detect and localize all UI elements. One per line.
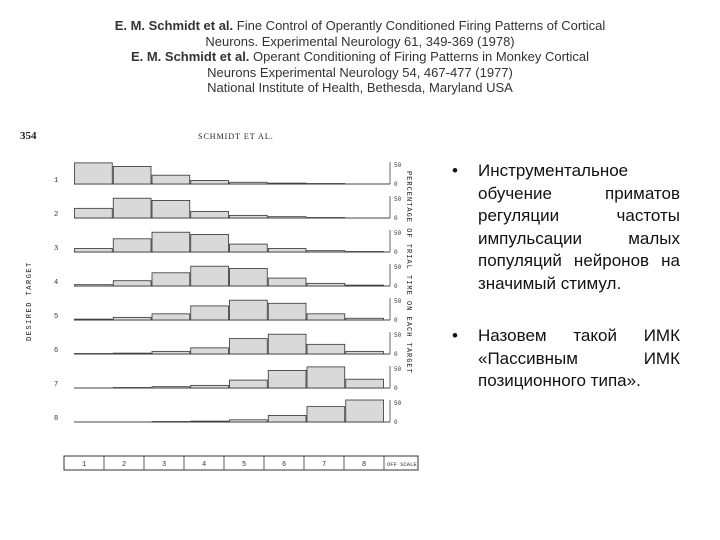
histogram-bar bbox=[152, 175, 190, 184]
histogram-bar bbox=[268, 370, 306, 388]
histogram-bar bbox=[268, 278, 306, 286]
histogram-bar bbox=[152, 387, 190, 388]
histogram-bar bbox=[191, 234, 229, 252]
scale-bottom-label: 0 bbox=[394, 317, 398, 324]
scanned-figure bbox=[20, 126, 420, 486]
reference-2-authors: E. M. Schmidt et al. bbox=[130, 49, 250, 64]
histogram-bar bbox=[307, 251, 345, 252]
histogram-bar bbox=[75, 208, 113, 218]
reference-1-title: Fine Control of Operantly Conditioned Firing Patterns of Cortical bbox=[236, 18, 606, 33]
reference-1-line-1 bbox=[0, 18, 720, 34]
histogram-bar bbox=[268, 415, 306, 422]
bullet-marker: • bbox=[452, 326, 458, 345]
histogram-bar bbox=[152, 314, 190, 320]
histogram-bar bbox=[307, 283, 345, 286]
scale-top-label: 50 bbox=[394, 162, 402, 169]
bullet-item-2 bbox=[452, 325, 680, 393]
histogram-bar bbox=[268, 334, 306, 354]
reference-2-title: Operant Conditioning of Firing Patterns in Monkey Cortical bbox=[253, 49, 590, 64]
category-label: 4 bbox=[202, 461, 207, 469]
histogram-bar bbox=[75, 319, 113, 320]
histogram-bar bbox=[191, 266, 229, 286]
histogram-bar bbox=[113, 166, 151, 184]
off-scale-label: OFF SCALE bbox=[387, 461, 417, 468]
histogram-bar bbox=[268, 248, 306, 252]
histogram-bar bbox=[307, 367, 345, 388]
histogram-bar bbox=[113, 353, 151, 354]
histogram-bar bbox=[75, 163, 113, 184]
histogram-bar bbox=[307, 344, 345, 354]
histogram-bar bbox=[113, 317, 151, 320]
target-label: 5 bbox=[54, 313, 59, 321]
histogram-bar bbox=[307, 314, 345, 320]
histogram-bar bbox=[346, 400, 384, 422]
bullet-text-1: Инструментальное обучение приматов регуляции частоты импульсации малых популяций нейронов на значимый стимул. bbox=[478, 161, 680, 293]
category-label: 1 bbox=[82, 461, 87, 469]
reference-1-line-2: Neurons. Experimental Neurology 61, 349-369 (1978) bbox=[205, 33, 515, 49]
bullet-item-1 bbox=[452, 160, 680, 295]
target-label: 4 bbox=[54, 279, 59, 287]
histogram-bar bbox=[191, 180, 229, 184]
histogram-bar bbox=[75, 285, 113, 286]
scale-bottom-label: 0 bbox=[394, 181, 398, 188]
scale-top-label: 50 bbox=[394, 400, 402, 407]
figure-y-label-right: PERCENTAGE OF TRIAL TIME ON EACH TARGET bbox=[404, 171, 412, 374]
category-label: 5 bbox=[242, 461, 247, 469]
reference-header bbox=[0, 18, 720, 96]
target-label: 8 bbox=[54, 415, 59, 423]
histogram-bar bbox=[346, 351, 384, 354]
category-label: 8 bbox=[362, 461, 367, 469]
bullet-marker: • bbox=[452, 161, 458, 180]
scale-bottom-label: 0 bbox=[394, 351, 398, 358]
histogram-chart bbox=[20, 126, 420, 486]
histogram-bar bbox=[346, 318, 384, 320]
target-label: 2 bbox=[54, 211, 59, 219]
histogram-bar bbox=[268, 183, 306, 184]
category-label: 6 bbox=[282, 461, 287, 469]
category-label: 7 bbox=[322, 461, 327, 469]
histogram-bar bbox=[230, 182, 268, 184]
histogram-bar bbox=[191, 421, 229, 422]
category-label: 3 bbox=[162, 461, 167, 469]
target-label: 6 bbox=[54, 347, 59, 355]
histogram-bar bbox=[152, 200, 190, 218]
reference-1-authors: E. M. Schmidt et al. bbox=[114, 18, 234, 33]
target-label: 3 bbox=[54, 245, 59, 253]
histogram-bar bbox=[230, 380, 268, 388]
histogram-bar bbox=[230, 300, 268, 320]
figure-page-number: 354 bbox=[20, 130, 37, 142]
scale-bottom-label: 0 bbox=[394, 249, 398, 256]
reference-2-line-1 bbox=[0, 49, 720, 65]
histogram-bar bbox=[152, 273, 190, 286]
histogram-bar bbox=[191, 211, 229, 218]
histogram-bar bbox=[346, 285, 384, 286]
scale-top-label: 50 bbox=[394, 264, 402, 271]
histogram-bar bbox=[307, 407, 345, 422]
target-label: 7 bbox=[54, 381, 59, 389]
histogram-bar bbox=[191, 348, 229, 354]
scale-top-label: 50 bbox=[394, 196, 402, 203]
histogram-bar bbox=[268, 217, 306, 218]
scale-top-label: 50 bbox=[394, 366, 402, 373]
bullet-text-2: Назовем такой ИМК «Пассивным ИМК позиционного типа». bbox=[478, 326, 680, 390]
scale-bottom-label: 0 bbox=[394, 385, 398, 392]
histogram-bar bbox=[191, 385, 229, 388]
category-label: 2 bbox=[122, 461, 127, 469]
scale-bottom-label: 0 bbox=[394, 215, 398, 222]
scale-top-label: 50 bbox=[394, 230, 402, 237]
histogram-bar bbox=[230, 215, 268, 218]
institution-line: National Institute of Health, Bethesda, Maryland USA bbox=[207, 80, 513, 95]
reference-2-line-2: Neurons Experimental Neurology 54, 467-477 (1977) bbox=[207, 64, 513, 80]
histogram-bar bbox=[230, 339, 268, 354]
scale-bottom-label: 0 bbox=[394, 283, 398, 290]
histogram-bar bbox=[152, 232, 190, 252]
histogram-bar bbox=[230, 420, 268, 422]
histogram-bar bbox=[268, 303, 306, 320]
scale-top-label: 50 bbox=[394, 298, 402, 305]
histogram-bar bbox=[346, 379, 384, 388]
histogram-bar bbox=[75, 248, 113, 252]
bullet-list bbox=[452, 160, 680, 423]
figure-y-label-left: DESIRED TARGET bbox=[26, 261, 34, 341]
histogram-bar bbox=[113, 281, 151, 286]
scale-top-label: 50 bbox=[394, 332, 402, 339]
histogram-bar bbox=[230, 268, 268, 286]
histogram-bar bbox=[230, 244, 268, 252]
histogram-bar bbox=[113, 198, 151, 218]
histogram-bar bbox=[152, 351, 190, 354]
target-label: 1 bbox=[54, 177, 59, 185]
histogram-bar bbox=[191, 306, 229, 320]
figure-running-head: SCHMIDT ET AL. bbox=[198, 132, 274, 141]
histogram-bar bbox=[113, 239, 151, 252]
scale-bottom-label: 0 bbox=[394, 419, 398, 426]
